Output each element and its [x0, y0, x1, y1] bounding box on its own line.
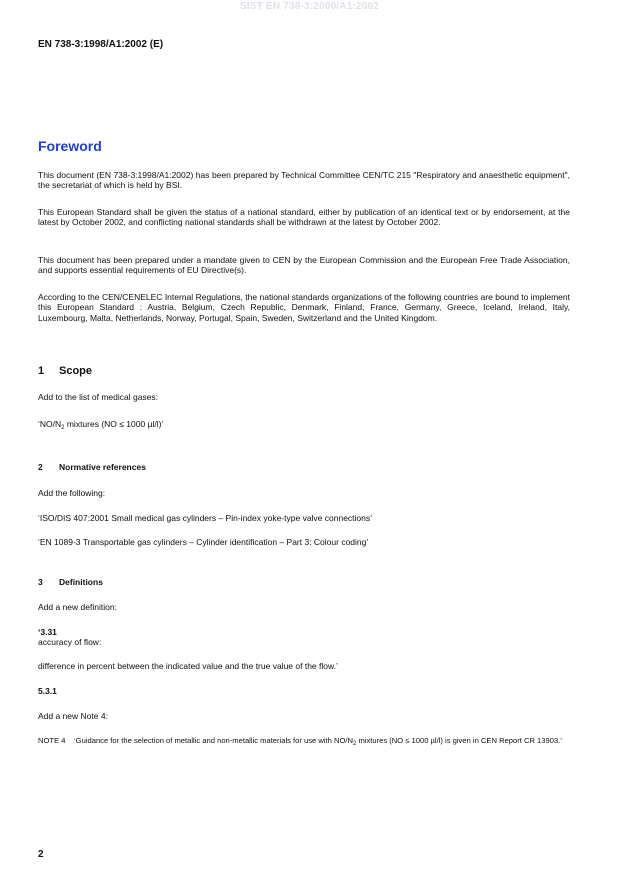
definitions-title: Definitions: [59, 577, 103, 587]
watermark: SIST EN 738-3:2000/A1:2002: [239, 1, 380, 12]
normative-heading: [38, 462, 146, 472]
definition-term-number: ‘3.31: [38, 627, 57, 637]
foreword-paragraph-2: This European Standard shall be given the status of a national standard, either by publication of an identical text or by endorsement, at the latest by October 2002, and conflicting national standards shall be withdrawn at the latest by October 2002.: [38, 207, 570, 228]
note-4-text-pre: ‘Guidance for the selection of metallic and non-metallic materials for use with NO/N: [74, 736, 353, 745]
note-4: [38, 735, 570, 747]
normative-intro: Add the following:: [38, 488, 106, 498]
normative-reference-2: ‘EN 1089-3 Transportable gas cylinders – Cylinder identification – Part 3: Colour coding’: [38, 537, 369, 547]
foreword-heading: Foreword: [38, 138, 102, 154]
scope-title: Scope: [59, 365, 93, 377]
definitions-intro: Add a new definition:: [38, 602, 117, 612]
definition-term: accuracy of flow:: [38, 637, 102, 647]
page-number: 2: [38, 849, 44, 860]
scope-item-subscript: 2: [61, 425, 65, 431]
scope-number: 1: [38, 365, 45, 377]
normative-number: 2: [38, 462, 43, 472]
definitions-heading: [38, 577, 103, 587]
scope-item-pre: ‘NO/N: [38, 419, 62, 429]
foreword-paragraph-4: According to the CEN/CENELEC Internal Regulations, the national standards organizations of the following countries are bound to implement this European Standard : Austria, Belgium, Czech Republic, Denmark, Finland, France, Germany, Greece, Iceland, Ireland, Italy, Luxembourg, Malta, Netherlands, Norway, Portugal, Spain, Sweden, Switzerland and the United Kingdom.: [38, 292, 570, 323]
clause-531-heading: 5.3.1: [38, 686, 57, 696]
clause-531-intro: Add a new Note 4:: [38, 711, 108, 721]
normative-title: Normative references: [59, 462, 146, 472]
note-4-subscript: 2: [352, 741, 357, 747]
scope-gas-item: [38, 419, 163, 429]
scope-intro: Add to the list of medical gases:: [38, 392, 159, 402]
scope-item-post: mixtures (NO ≤ 1000 µl/l)’: [64, 419, 164, 429]
definitions-number: 3: [38, 577, 43, 587]
scope-heading: [38, 365, 92, 377]
foreword-paragraph-3: This document has been prepared under a mandate given to CEN by the European Commission and the European Free Trade Association, and supports essential requirements of EU Directive(s).: [38, 255, 570, 276]
document-id: EN 738-3:1998/A1:2002 (E): [38, 39, 164, 50]
note-4-text-post: mixtures (NO ≤ 1000 µl/l) is given in CEN Report CR 13903.’: [356, 736, 562, 745]
definition-text: difference in percent between the indicated value and the true value of the flow.’: [38, 661, 338, 671]
normative-reference-1: ‘ISO/DIS 407:2001 Small medical gas cylinders – Pin-index yoke-type valve connections’: [38, 513, 373, 523]
note-4-label: NOTE 4: [38, 736, 66, 745]
foreword-paragraph-1: This document (EN 738-3:1998/A1:2002) has been prepared by Technical Committee CEN/TC 215 "Respiratory and anaesthetic equipment", the secretariat of which is held by BSI.: [38, 170, 570, 191]
